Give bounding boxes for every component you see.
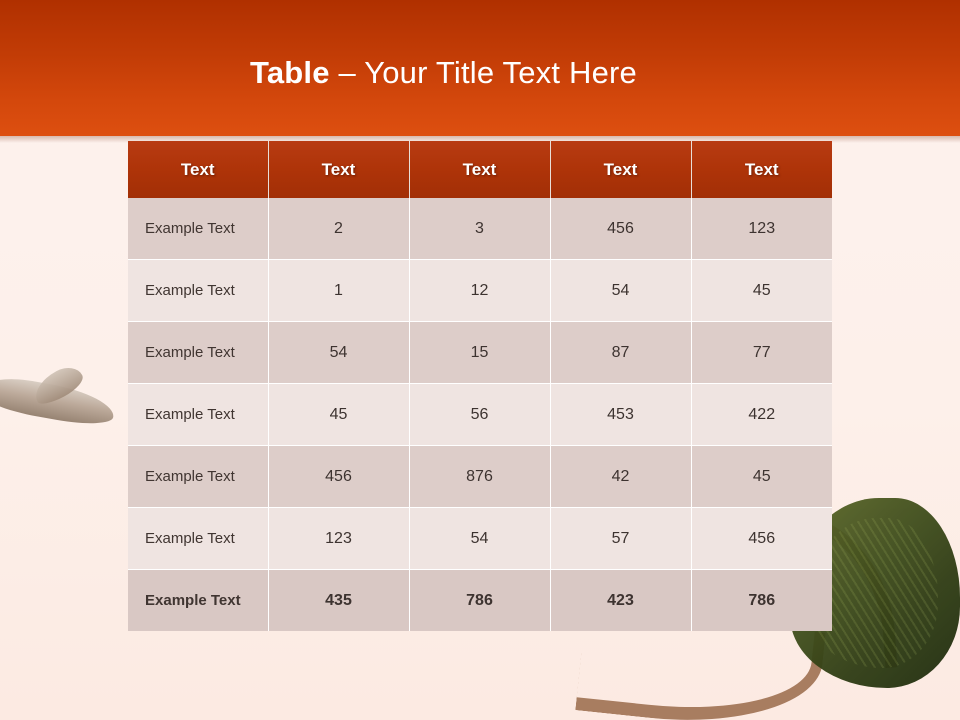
table-header-row xyxy=(128,141,832,198)
table-row xyxy=(128,384,832,446)
table-row xyxy=(128,322,832,384)
row-cell: 87 xyxy=(550,322,691,384)
row-label: Example Text xyxy=(128,260,268,322)
row-cell: 1 xyxy=(268,260,409,322)
table-row-total xyxy=(128,570,832,632)
row-cell: 456 xyxy=(268,446,409,508)
branch-decoration-left xyxy=(0,372,130,462)
row-label: Example Text xyxy=(128,508,268,570)
row-cell: 2 xyxy=(268,198,409,260)
row-cell: 77 xyxy=(691,322,832,384)
row-cell: 56 xyxy=(409,384,550,446)
page-title-strong: Table xyxy=(250,55,330,90)
table-header xyxy=(128,141,832,198)
row-label: Example Text xyxy=(128,198,268,260)
row-cell: 876 xyxy=(409,446,550,508)
row-cell: 45 xyxy=(691,260,832,322)
row-label: Example Text xyxy=(128,384,268,446)
table-header-cell-4: Text xyxy=(691,141,832,198)
row-cell: 15 xyxy=(409,322,550,384)
row-cell: 123 xyxy=(691,198,832,260)
row-cell: 123 xyxy=(268,508,409,570)
row-label: Example Text xyxy=(128,446,268,508)
row-cell: 42 xyxy=(550,446,691,508)
row-cell: 456 xyxy=(691,508,832,570)
row-cell: 12 xyxy=(409,260,550,322)
row-label: Example Text xyxy=(128,322,268,384)
table-body xyxy=(128,198,832,631)
page-title xyxy=(250,54,637,92)
row-label: Example Text xyxy=(128,570,268,632)
page-title-separator: – xyxy=(329,55,365,90)
page-title-light: Your Title Text Here xyxy=(364,55,638,90)
table-row xyxy=(128,446,832,508)
row-cell: 45 xyxy=(268,384,409,446)
row-cell: 423 xyxy=(550,570,691,632)
row-cell: 453 xyxy=(550,384,691,446)
row-cell: 54 xyxy=(268,322,409,384)
row-cell: 435 xyxy=(268,570,409,632)
table-header-cell-0: Text xyxy=(128,141,268,198)
row-cell: 54 xyxy=(550,260,691,322)
row-cell: 57 xyxy=(550,508,691,570)
row-cell: 422 xyxy=(691,384,832,446)
table-header-cell-1: Text xyxy=(268,141,409,198)
table-row xyxy=(128,260,832,322)
row-cell: 456 xyxy=(550,198,691,260)
row-cell: 54 xyxy=(409,508,550,570)
row-cell: 786 xyxy=(409,570,550,632)
table-row xyxy=(128,198,832,260)
row-cell: 786 xyxy=(691,570,832,632)
row-cell: 45 xyxy=(691,446,832,508)
table-row xyxy=(128,508,832,570)
table-header-cell-2: Text xyxy=(409,141,550,198)
table-header-cell-3: Text xyxy=(550,141,691,198)
data-table-container xyxy=(128,141,832,631)
data-table xyxy=(128,141,832,631)
row-cell: 3 xyxy=(409,198,550,260)
